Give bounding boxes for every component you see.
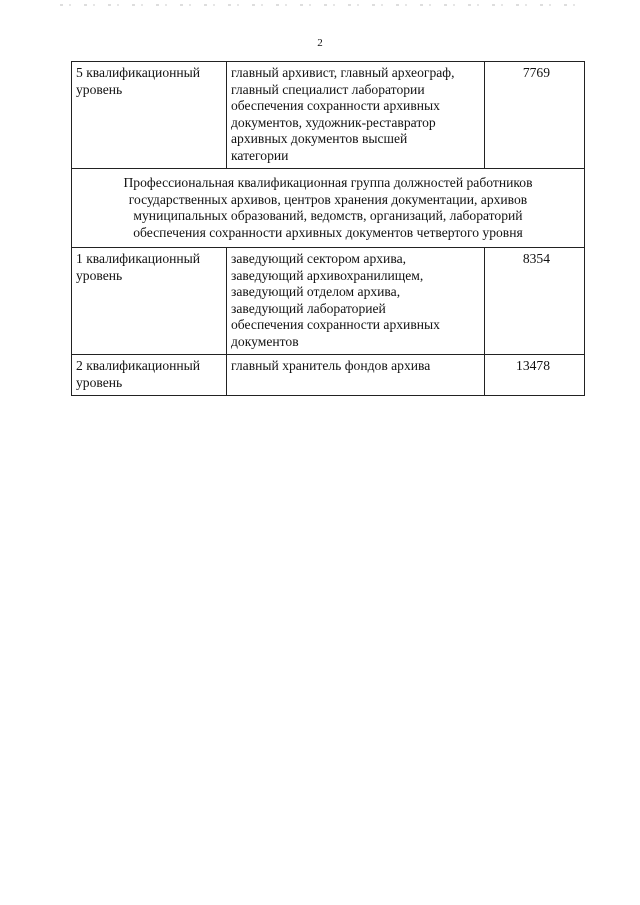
positions-cell [227,62,485,169]
salary-cell: 13478 [485,355,585,396]
group-heading-cell [72,169,585,248]
qualification-level-cell [72,62,227,169]
position-line: главный архивист, главный археограф, [231,65,455,80]
level-line: уровень [76,374,123,390]
level-line: 5 квалификационный [76,65,201,80]
group-heading-line: Профессиональная квалификационная группа должностей работников [123,175,533,190]
table-row [72,248,585,355]
table-row [72,62,585,169]
positions-cell [227,248,485,355]
position-line: заведующий лабораторией [231,300,386,316]
position-line: документов, художник-реставратор [231,114,436,130]
salary-table [71,61,585,396]
position-line: категории [231,147,289,163]
qualification-level-cell [72,355,227,396]
positions-cell [227,355,485,396]
level-line: 2 квалификационный [76,358,201,373]
salary-cell: 8354 [485,248,585,355]
position-line: архивных документов высшей [231,131,408,146]
qualification-level-cell [72,248,227,355]
page-number: 2 [317,37,323,49]
level-line: уровень [76,81,123,97]
position-line: заведующий отделом архива, [231,284,401,299]
level-line: уровень [76,267,123,283]
group-heading-line: муниципальных образований, ведомств, организаций, лабораторий [133,208,523,223]
position-line: обеспечения сохранности архивных [231,98,440,113]
table-row [72,355,585,396]
position-line: заведующий сектором архива, [231,251,407,266]
salary-cell: 7769 [485,62,585,169]
level-line: 1 квалификационный [76,251,201,266]
position-line: главный хранитель фондов архива [231,358,431,373]
group-heading-line: государственных архивов, центров хранения документации, архивов [128,191,528,207]
table-row [72,169,585,248]
position-line: обеспечения сохранности архивных [231,317,440,332]
scan-artifact [60,4,580,6]
group-heading-line: обеспечения сохранности архивных документов четвертого уровня [133,224,523,240]
position-line: заведующий архивохранилищем, [231,267,424,283]
position-line: главный специалист лаборатории [231,81,425,97]
position-line: документов [231,333,299,349]
